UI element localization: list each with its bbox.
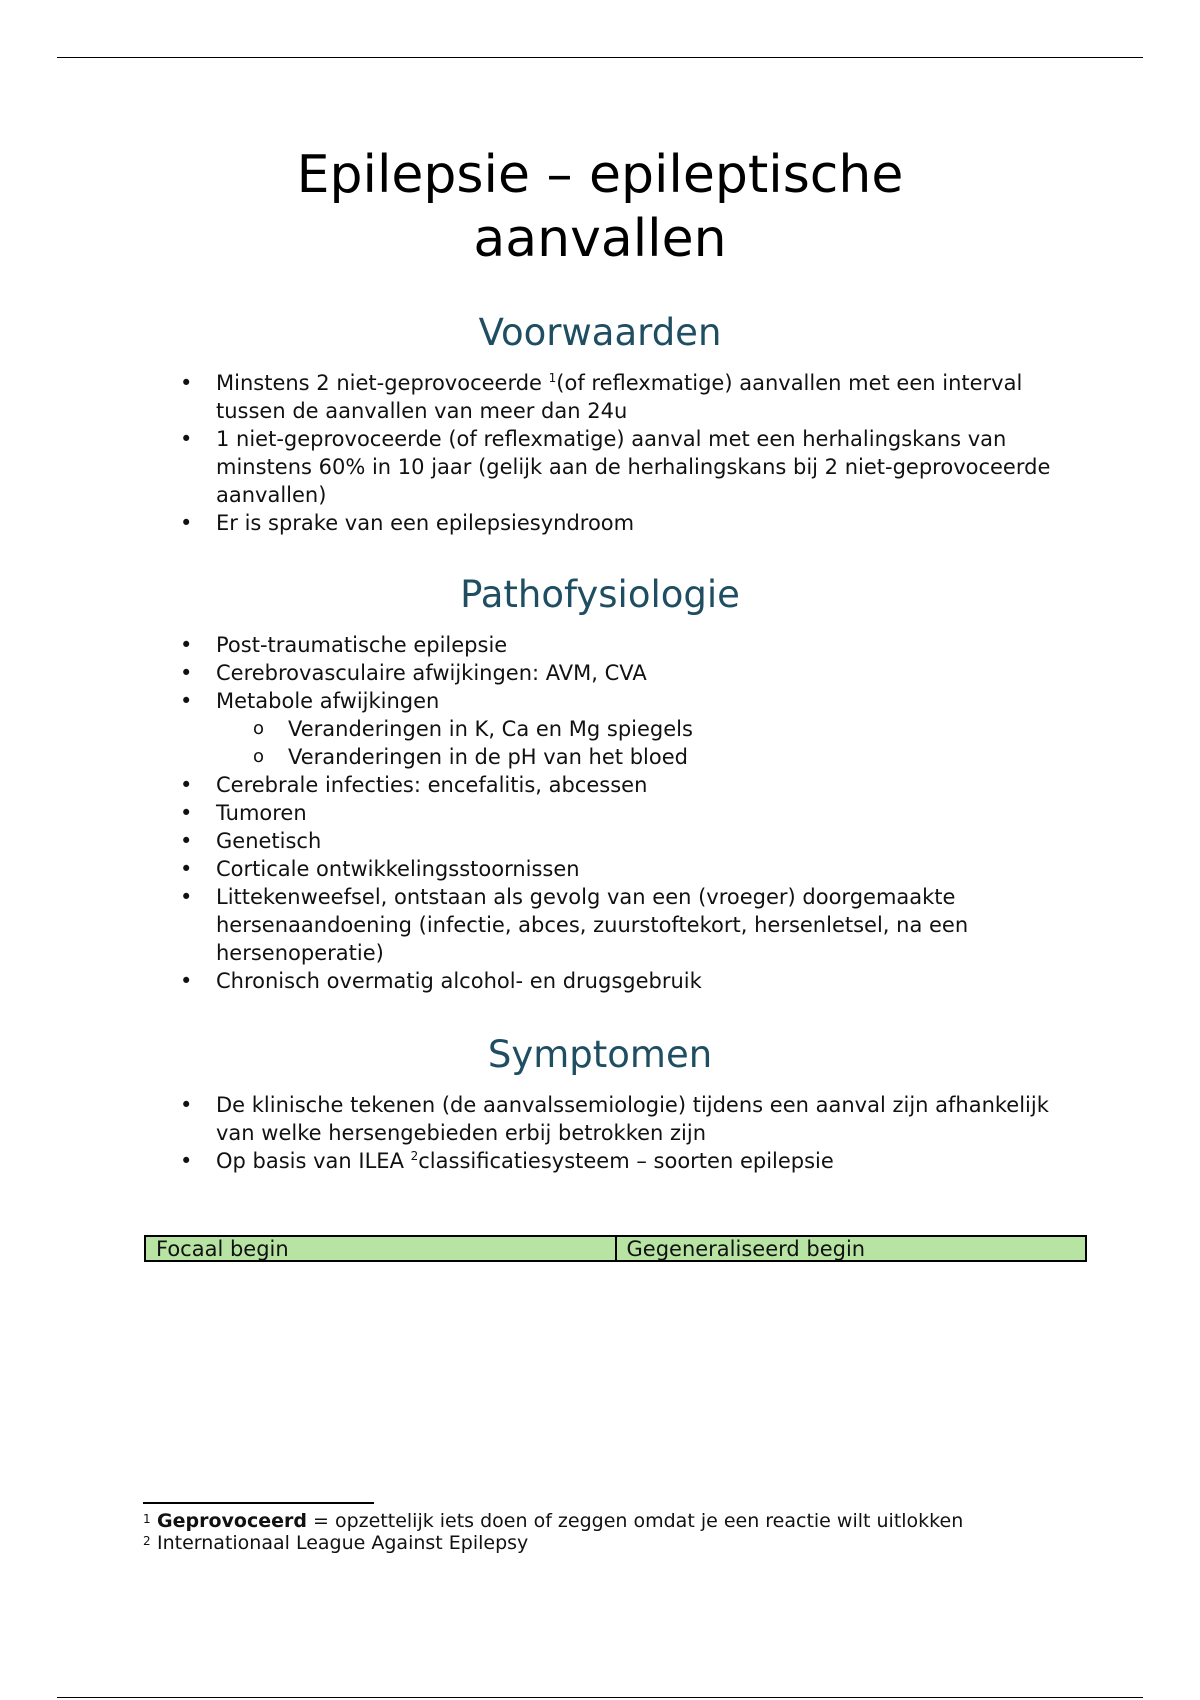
document-title <box>0 143 1200 271</box>
list-item: • Tumoren <box>0 799 1066 827</box>
heading-pathofysiologie: Pathofysiologie <box>460 573 740 616</box>
list-item: • Cerebrale infecties: encefalitis, abcessen <box>0 771 1066 799</box>
document-title-line-2: aanvallen <box>473 209 727 269</box>
bottom-rule <box>57 1697 1143 1698</box>
footnote-text: Internationaal League Against Epilepsy <box>157 1532 529 1554</box>
footnote-number: 1 <box>143 1512 151 1526</box>
table-cell-gegeneraliseerd: Gegeneraliseerd begin <box>615 1237 1086 1260</box>
classification-table <box>144 1235 1087 1262</box>
list-item: • Chronisch overmatig alcohol- en drugsgebruik <box>0 967 1066 995</box>
list-item: • Genetisch <box>0 827 1066 855</box>
footnote-text: = opzettelijk iets doen of zeggen omdat je een reactie wilt uitlokken <box>306 1510 964 1532</box>
list-item: • Er is sprake van een epilepsiesyndroom <box>0 509 1066 537</box>
footnote-separator <box>143 1502 374 1504</box>
list-item: • De klinische tekenen (de aanvalssemiologie) tijdens een aanval zijn afhankelijk van welke hersengebieden erbij betrokken zijn <box>0 1091 1066 1147</box>
sub-list-item: o Veranderingen in de pH van het bloed <box>0 743 1088 771</box>
list-item: • Corticale ontwikkelingsstoornissen <box>0 855 1066 883</box>
footnote-number: 2 <box>143 1534 151 1548</box>
list-item: • Cerebrovasculaire afwijkingen: AVM, CVA <box>0 659 1066 687</box>
list-symptomen <box>0 1091 1066 1175</box>
list-item: • Metabole afwijkingen <box>0 687 1066 715</box>
sub-list-item: o Veranderingen in K, Ca en Mg spiegels <box>0 715 1088 743</box>
list-item <box>0 1147 1066 1175</box>
heading-voorwaarden: Voorwaarden <box>478 311 722 354</box>
list-item-text: Minstens 2 niet-geprovoceerde <box>216 371 549 395</box>
list-item: • 1 niet-geprovoceerde (of reflexmatige) aanval met een herhalingskans van minstens 60% in 10 jaar (gelijk aan de herhalingskans bij 2 niet-geprovoceerde aanvallen) <box>0 425 1066 509</box>
heading-symptomen: Symptomen <box>487 1033 713 1076</box>
footnotes <box>143 1510 963 1554</box>
footnote-ref: 2 <box>410 1149 419 1163</box>
footnote-1 <box>143 1510 963 1532</box>
top-rule <box>57 57 1143 58</box>
document-title-line-1: Epilepsie – epileptische <box>296 145 904 205</box>
list-item: • Post-traumatische epilepsie <box>0 631 1066 659</box>
list-item-text: classificatiesysteem – soorten epilepsie <box>418 1149 834 1173</box>
footnote-ref: 1 <box>548 371 557 385</box>
list-item-text: (of reflexmatige) aanvallen met een interval tussen de aanvallen van meer dan 24u <box>216 371 1023 423</box>
list-pathofysiologie <box>0 631 1088 995</box>
list-item: • Littekenweefsel, ontstaan als gevolg van een (vroeger) doorgemaakte hersenaandoening (infectie, abces, zuurstoftekort, hersenletsel, na een hersenoperatie) <box>0 883 1066 967</box>
list-item <box>0 369 1066 425</box>
footnote-term: Geprovoceerd <box>157 1510 307 1532</box>
list-voorwaarden <box>0 369 1066 537</box>
footnote-2 <box>143 1532 963 1554</box>
table-cell-focaal: Focaal begin <box>156 1237 289 1261</box>
list-item-text: Op basis van ILEA <box>216 1149 411 1173</box>
